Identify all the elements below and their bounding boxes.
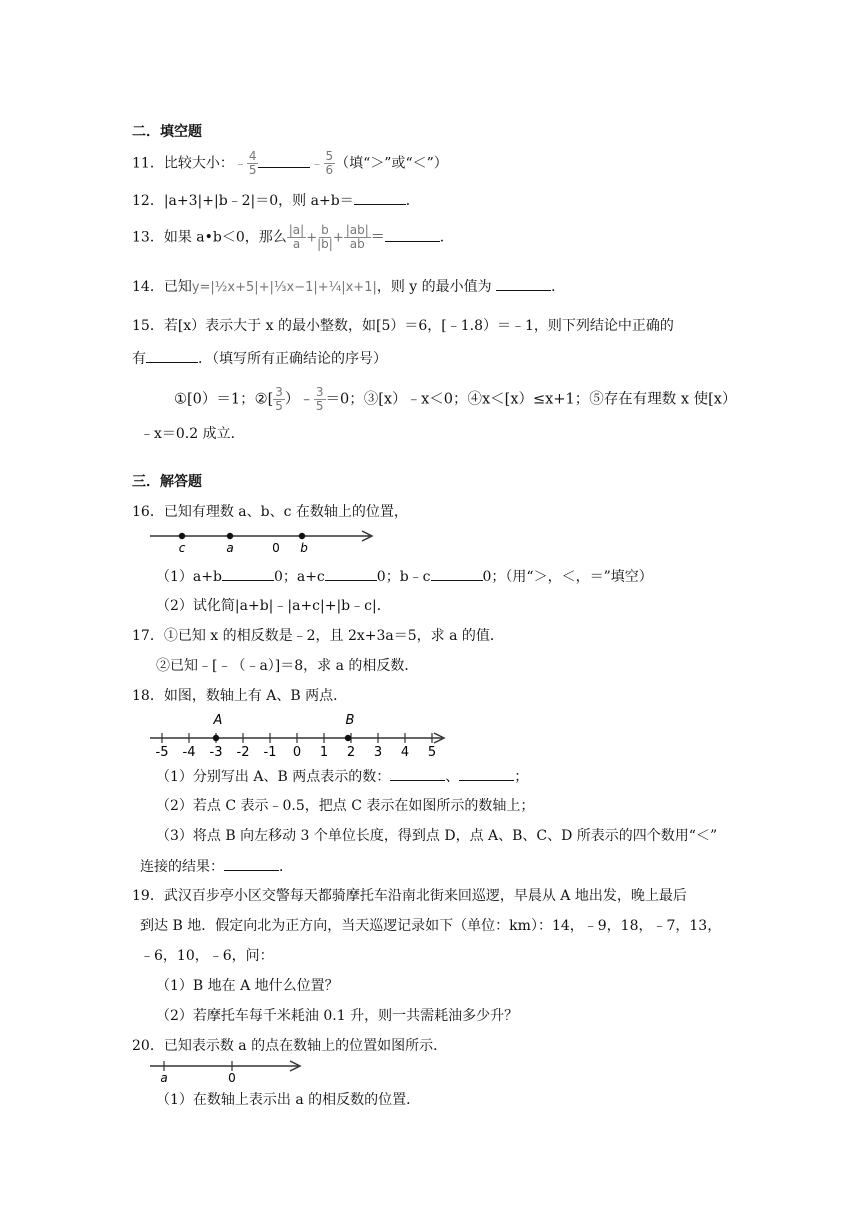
label-point-b: B [345,713,355,728]
label-b: b [300,541,308,555]
number-line-q20 [146,1058,306,1086]
answer-blank[interactable] [222,566,274,581]
question-13: 13．如果 a•b＜0，那么 $\frac{|a|}{a}$ + $\frac{b}{|b|}$ + $\frac{|ab|}{ab}$ ＝ ． [132,223,454,251]
question-18-part2: （2）若点 C 表示﹣0.5，把点 C 表示在如图所示的数轴上； [156,798,535,814]
answer-blank[interactable] [224,856,279,871]
label-point-a: A [213,713,223,728]
point-a [213,735,219,741]
tick-label: 0 [292,745,302,758]
fraction: $\frac{5}{6}$ [325,149,334,177]
tick-label: 3 [373,745,383,758]
question-15: 15．若[x）表示大于 x 的最小整数，如[5）＝6，[﹣1.8）＝﹣1，则下列结论中正确的 [132,318,674,334]
question-19: 19．武汉百步亭小区交警每天都骑摩托车沿南北街来回巡逻，早晨从 A 地出发，晚上最后 [132,888,687,904]
question-11: 11．比较大小：﹣ $\frac{4}{5}$ ﹣ $\frac{5}{6}$ （填“＞”或“＜”） [132,149,448,177]
fraction: $\frac{4}{5}$ [248,149,257,177]
tick-label: 4 [400,745,410,758]
answer-blank[interactable] [258,153,310,168]
fraction: $\frac{|ab|}{ab}$ [345,223,369,251]
question-19-line3: ﹣6，10，﹣6，问： [140,948,274,964]
question-15-options: ①[0）＝1；②[ $\frac{3}{5}$ ）﹣ $\frac{3}{5}$ ＝0；③[x）﹣x＜0；④x＜[x）≤x+1；⑤存在有理数 x 使[x） [174,385,737,413]
question-20: 20．已知表示数 a 的点在数轴上的位置如图所示． [132,1038,448,1054]
answer-blank[interactable] [325,566,377,581]
label-c: c [178,541,186,555]
label-a: a [226,541,234,555]
number-line-q18 [146,708,450,758]
question-12: 12．|a+3|+|b﹣2|＝0，则 a+b＝ ． [132,190,420,211]
point-b [345,735,351,741]
fraction: $\frac{3}{5}$ [275,385,283,413]
question-20-part1: （1）在数轴上表示出 a 的相反数的位置． [156,1092,421,1108]
tick-label: 5 [427,745,437,758]
point-b [299,533,305,539]
tick-label: -1 [263,745,277,758]
question-18: 18．如图，数轴上有 A、B 两点． [132,688,348,704]
tick-label: -3 [209,745,223,758]
fraction: $\frac{|a|}{a}$ [288,223,305,251]
tick-label: -5 [155,745,169,758]
question-17: 17．①已知 x 的相反数是﹣2，且 2x+3a＝5，求 a 的值． [132,628,504,644]
label-a: a [160,1071,168,1085]
question-15-line2: 有 ．（填写所有正确结论的序号） [132,348,387,369]
question-18-part1: （1）分别写出 A、B 两点表示的数： 、 ； [156,766,528,787]
question-18-part3-line2: 连接的结果： ． [140,856,293,877]
point-c [179,533,185,539]
section-fill-title: 二．填空题 [132,124,202,140]
answer-blank[interactable] [390,766,445,781]
label-zero: 0 [228,1071,236,1085]
answer-blank[interactable] [385,227,440,242]
formula: y=|½x+5|+|⅓x−1|+¼|x+1| [191,280,377,295]
question-15-line4: ﹣x＝0.2 成立． [140,426,245,442]
tick-label: -4 [182,745,196,758]
tick-label: -2 [236,745,250,758]
point-a [227,533,233,539]
tick-label: 1 [319,745,329,758]
answer-blank[interactable] [354,190,406,205]
question-14: 14．已知y=|½x+5|+|⅓x−1|+¼|x+1|，则 y 的最小值为 ． [132,276,565,298]
answer-blank[interactable] [459,766,514,781]
answer-blank[interactable] [431,566,483,581]
question-16-part1: （1）a+b 0；a+c 0；b﹣c 0；（用“＞，＜，＝”填空） [156,566,653,587]
number-line-q16 [146,524,378,558]
answer-blank[interactable] [496,276,551,291]
question-16: 16．已知有理数 a、b、c 在数轴上的位置， [132,504,408,520]
label-zero: 0 [272,541,280,555]
question-17-part2: ②已知﹣[﹣（﹣a）]＝8，求 a 的相反数． [156,658,419,674]
answer-blank[interactable] [146,348,198,363]
question-19-part1: （1）B 地在 A 地什么位置？ [156,978,339,994]
fraction: $\frac{b}{|b|}$ [317,223,333,251]
fraction: $\frac{3}{5}$ [315,385,324,413]
tick-label: 2 [346,745,356,758]
question-19-line2: 到达 B 地．假定向北为正方向，当天巡逻记录如下（单位：km）：14，﹣9，18，﹣7，13， [140,918,722,934]
question-19-part2: （2）若摩托车每千米耗油 0.1 升，则一共需耗油多少升？ [156,1008,519,1024]
question-16-part2: （2）试化简|a+b|﹣|a+c|+|b﹣c|． [156,598,391,614]
question-18-part3: （3）将点 B 向左移动 3 个单位长度，得到点 D，点 A、B、C、D 所表示的四个数用“＜” [156,828,718,844]
section-answer-title: 三．解答题 [132,474,202,490]
